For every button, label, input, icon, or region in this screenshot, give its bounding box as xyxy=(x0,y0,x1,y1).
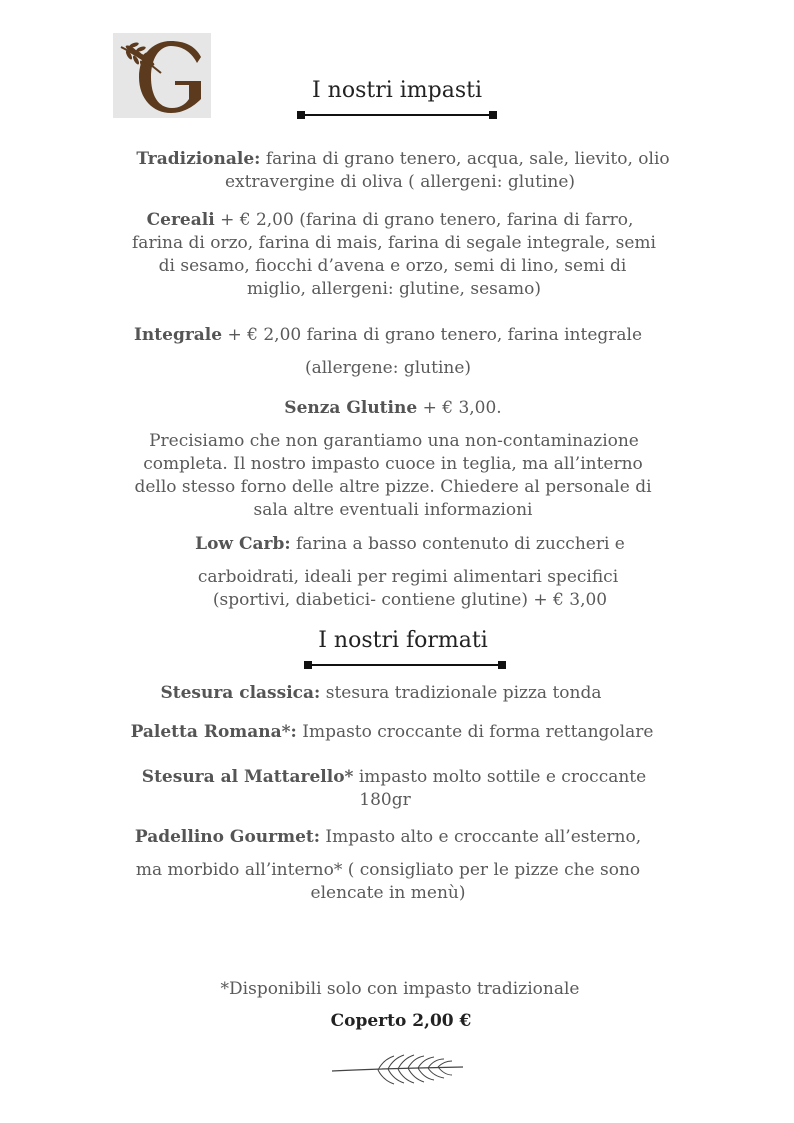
low-carb-line-1 xyxy=(0,533,794,556)
paletta-romana-text: Impasto croccante di forma rettangolare xyxy=(296,722,654,742)
formati-heading: I nostri formati xyxy=(318,628,488,653)
impasti-heading: I nostri impasti xyxy=(311,78,483,103)
padellino-text-1: Impasto alto e croccante all’esterno, xyxy=(320,827,642,847)
padellino-line-3: elencate in menù) xyxy=(310,883,466,903)
integrale-line-2: (allergene: glutine) xyxy=(304,358,472,378)
mattarello-line-2: 180gr xyxy=(359,790,411,810)
low-carb-line-3: (sportivi, diabetici- contiene glutine) + € 3,00 xyxy=(212,590,608,610)
cereali-line-4: miglio, allergeni: glutine, sesamo) xyxy=(247,279,541,299)
wheat-ornament-icon xyxy=(330,1050,465,1088)
cereali-line-2: farina di orzo, farina di mais, farina di segale integrale, semi xyxy=(132,233,656,253)
disponibili-note: *Disponibili solo con impasto tradizionale xyxy=(220,979,580,999)
low-carb-line-2: carboidrati, ideali per regimi alimentari specifici xyxy=(197,567,619,587)
stesura-classica-line xyxy=(0,682,762,705)
senza-glutine-line-3: completa. Il nostro impasto cuoce in teglia, ma all’interno xyxy=(143,454,643,474)
cereali-text-1: + € 2,00 (farina di grano tenero, farina di farro, xyxy=(214,210,634,230)
padellino-line-1 xyxy=(0,826,776,849)
padellino-line-2: ma morbido all’interno* ( consigliato per le pizze che sono xyxy=(135,860,641,880)
integrale-label: Integrale xyxy=(133,325,223,345)
senza-glutine-line-5: sala altre eventuali informazioni xyxy=(253,500,533,520)
cereali-line-1 xyxy=(0,209,780,232)
tradizionale-line-1 xyxy=(0,148,794,171)
restaurant-logo-icon xyxy=(113,33,211,118)
senza-glutine-line-4: dello stesso forno delle altre pizze. Chiedere al personale di xyxy=(134,477,652,497)
cereali-label: Cereali xyxy=(146,210,215,230)
senza-glutine-line-2: Precisiamo che non garantiamo una non-contaminazione xyxy=(149,431,639,451)
mattarello-line-1 xyxy=(0,766,788,789)
cereali-line-3: di sesamo, fiocchi d’avena e orzo, semi di lino, semi di xyxy=(158,256,627,276)
tradizionale-text-1: farina di grano tenero, acqua, sale, lievito, olio xyxy=(260,149,670,169)
integrale-line-1 xyxy=(0,324,776,347)
tradizionale-label: Tradizionale: xyxy=(136,149,261,169)
senza-glutine-text-1: + € 3,00. xyxy=(417,398,502,418)
low-carb-text-1: farina a basso contenuto di zuccheri e xyxy=(290,534,625,554)
senza-glutine-line-1 xyxy=(0,397,786,420)
impasti-divider xyxy=(301,114,493,116)
mattarello-text-1: impasto molto sottile e croccante xyxy=(353,767,647,787)
formati-divider xyxy=(308,664,502,666)
paletta-romana-label: Paletta Romana*: xyxy=(130,722,297,742)
integrale-text-1: + € 2,00 farina di grano tenero, farina integrale xyxy=(222,325,643,345)
tradizionale-line-2: extravergine di oliva ( allergeni: glutine) xyxy=(224,172,576,192)
padellino-label: Padellino Gourmet: xyxy=(134,827,321,847)
mattarello-label: Stesura al Mattarello* xyxy=(141,767,354,787)
coperto-price: Coperto 2,00 € xyxy=(330,1011,472,1031)
stesura-classica-text: stesura tradizionale pizza tonda xyxy=(320,683,602,703)
low-carb-label: Low Carb: xyxy=(195,534,291,554)
paletta-romana-line xyxy=(0,721,784,744)
stesura-classica-label: Stesura classica: xyxy=(160,683,321,703)
senza-glutine-label: Senza Glutine xyxy=(284,398,418,418)
